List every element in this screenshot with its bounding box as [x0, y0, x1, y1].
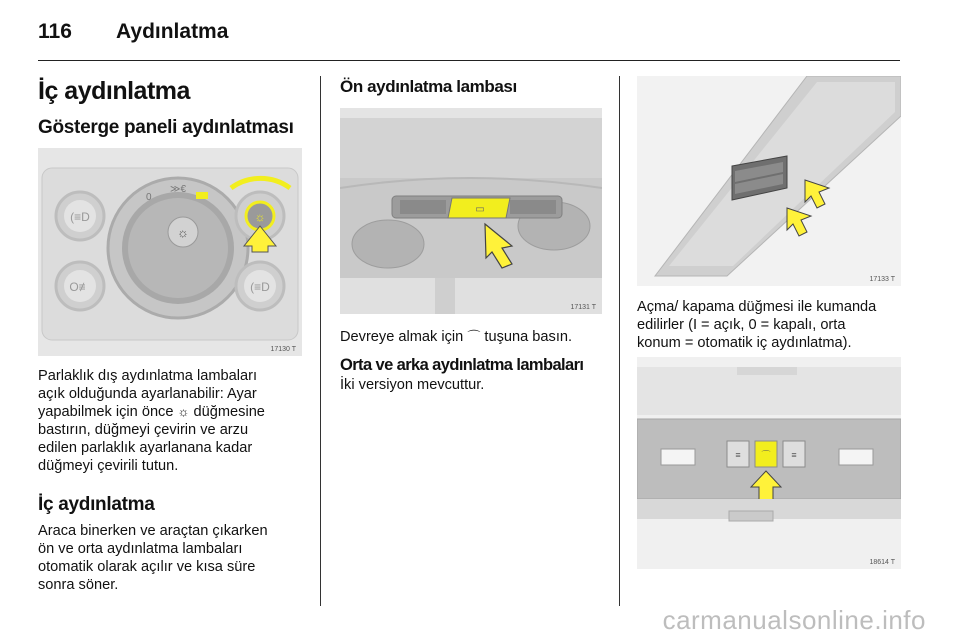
svg-text:O≢: O≢	[69, 280, 91, 294]
svg-text:≡: ≡	[735, 450, 741, 460]
watermark: carmanualsonline.info	[662, 605, 926, 635]
front-light-title: Ön aydınlatma lambası	[340, 77, 517, 96]
column-divider-2	[619, 76, 620, 606]
svg-text:☼: ☼	[254, 210, 266, 224]
paragraph-text: Devreye almak için	[340, 329, 464, 345]
paragraph-line: edilen parlaklık ayarlanana kadar	[38, 440, 253, 456]
paragraph-line: ön ve orta aydınlatma lambaları	[38, 541, 243, 557]
svg-text:≫€: ≫€	[170, 184, 187, 195]
front-courtesy-light-illustration	[340, 108, 602, 314]
svg-text:▭: ▭	[475, 204, 485, 215]
image-code: 17131 T	[570, 304, 596, 311]
svg-text:(≡D: (≡D	[250, 280, 270, 294]
paragraph-line: düğmeyi çevirili tutun.	[38, 458, 179, 474]
page-number: 116	[38, 20, 72, 43]
svg-text:☼: ☼	[177, 225, 189, 240]
paragraph-line: otomatik olarak açılır ve kısa süre	[38, 559, 256, 575]
svg-text:(≡D: (≡D	[70, 210, 90, 224]
image-code: 18614 T	[869, 559, 895, 566]
svg-text:0: 0	[146, 192, 152, 203]
courtesy-light-symbol-icon: ⌒	[467, 329, 481, 344]
center-light-button-illustration	[637, 357, 901, 569]
paragraph-line: edilirler (I = açık, 0 = kapalı, orta	[637, 317, 846, 333]
image-code: 17133 T	[869, 276, 895, 283]
dimmer-symbol-icon: ☼	[177, 404, 190, 419]
paragraph-line: bastırın, düğmeyi çevirin ve arzu	[38, 422, 249, 438]
paragraph-line: Parlaklık dış aydınlatma lambaları	[38, 368, 257, 384]
paragraph-line: açık olduğunda ayarlanabilir: Ayar	[38, 386, 257, 402]
rocker-switch-light-illustration	[637, 76, 901, 286]
front-light-instruction	[340, 328, 612, 346]
dashboard-light-switch-illustration	[38, 148, 302, 356]
paragraph-text: düğmesine	[193, 404, 265, 420]
paragraph-line: Açma/ kapama düğmesi ile kumanda	[637, 299, 877, 315]
subsection-title: Gösterge paneli aydınlatması	[38, 117, 294, 138]
middle-rear-light-title: Orta ve arka aydınlatma lambaları	[340, 356, 584, 374]
paragraph-text: yapabilmek için önce	[38, 404, 174, 420]
column-divider-1	[320, 76, 321, 606]
interior-light-paragraph	[38, 522, 314, 594]
section-title: İç aydınlatma	[38, 77, 190, 105]
image-code: 17130 T	[270, 346, 296, 353]
brightness-paragraph	[38, 367, 314, 475]
paragraph-line: sonra söner.	[38, 577, 119, 593]
paragraph-text: tuşuna basın.	[484, 329, 573, 345]
paragraph-line: konum = otomatik iç aydınlatma).	[637, 335, 852, 351]
chapter-title: Aydınlatma	[116, 20, 229, 43]
svg-text:⌒: ⌒	[761, 450, 771, 460]
header-rule	[38, 60, 900, 61]
svg-text:≡: ≡	[791, 450, 797, 460]
switch-description	[637, 298, 917, 352]
section-title-2: İç aydınlatma	[38, 494, 155, 515]
versions-text: İki versiyon mevcuttur.	[340, 377, 485, 393]
paragraph-line: Araca binerken ve araçtan çıkarken	[38, 523, 268, 539]
paragraph-line	[38, 403, 314, 421]
